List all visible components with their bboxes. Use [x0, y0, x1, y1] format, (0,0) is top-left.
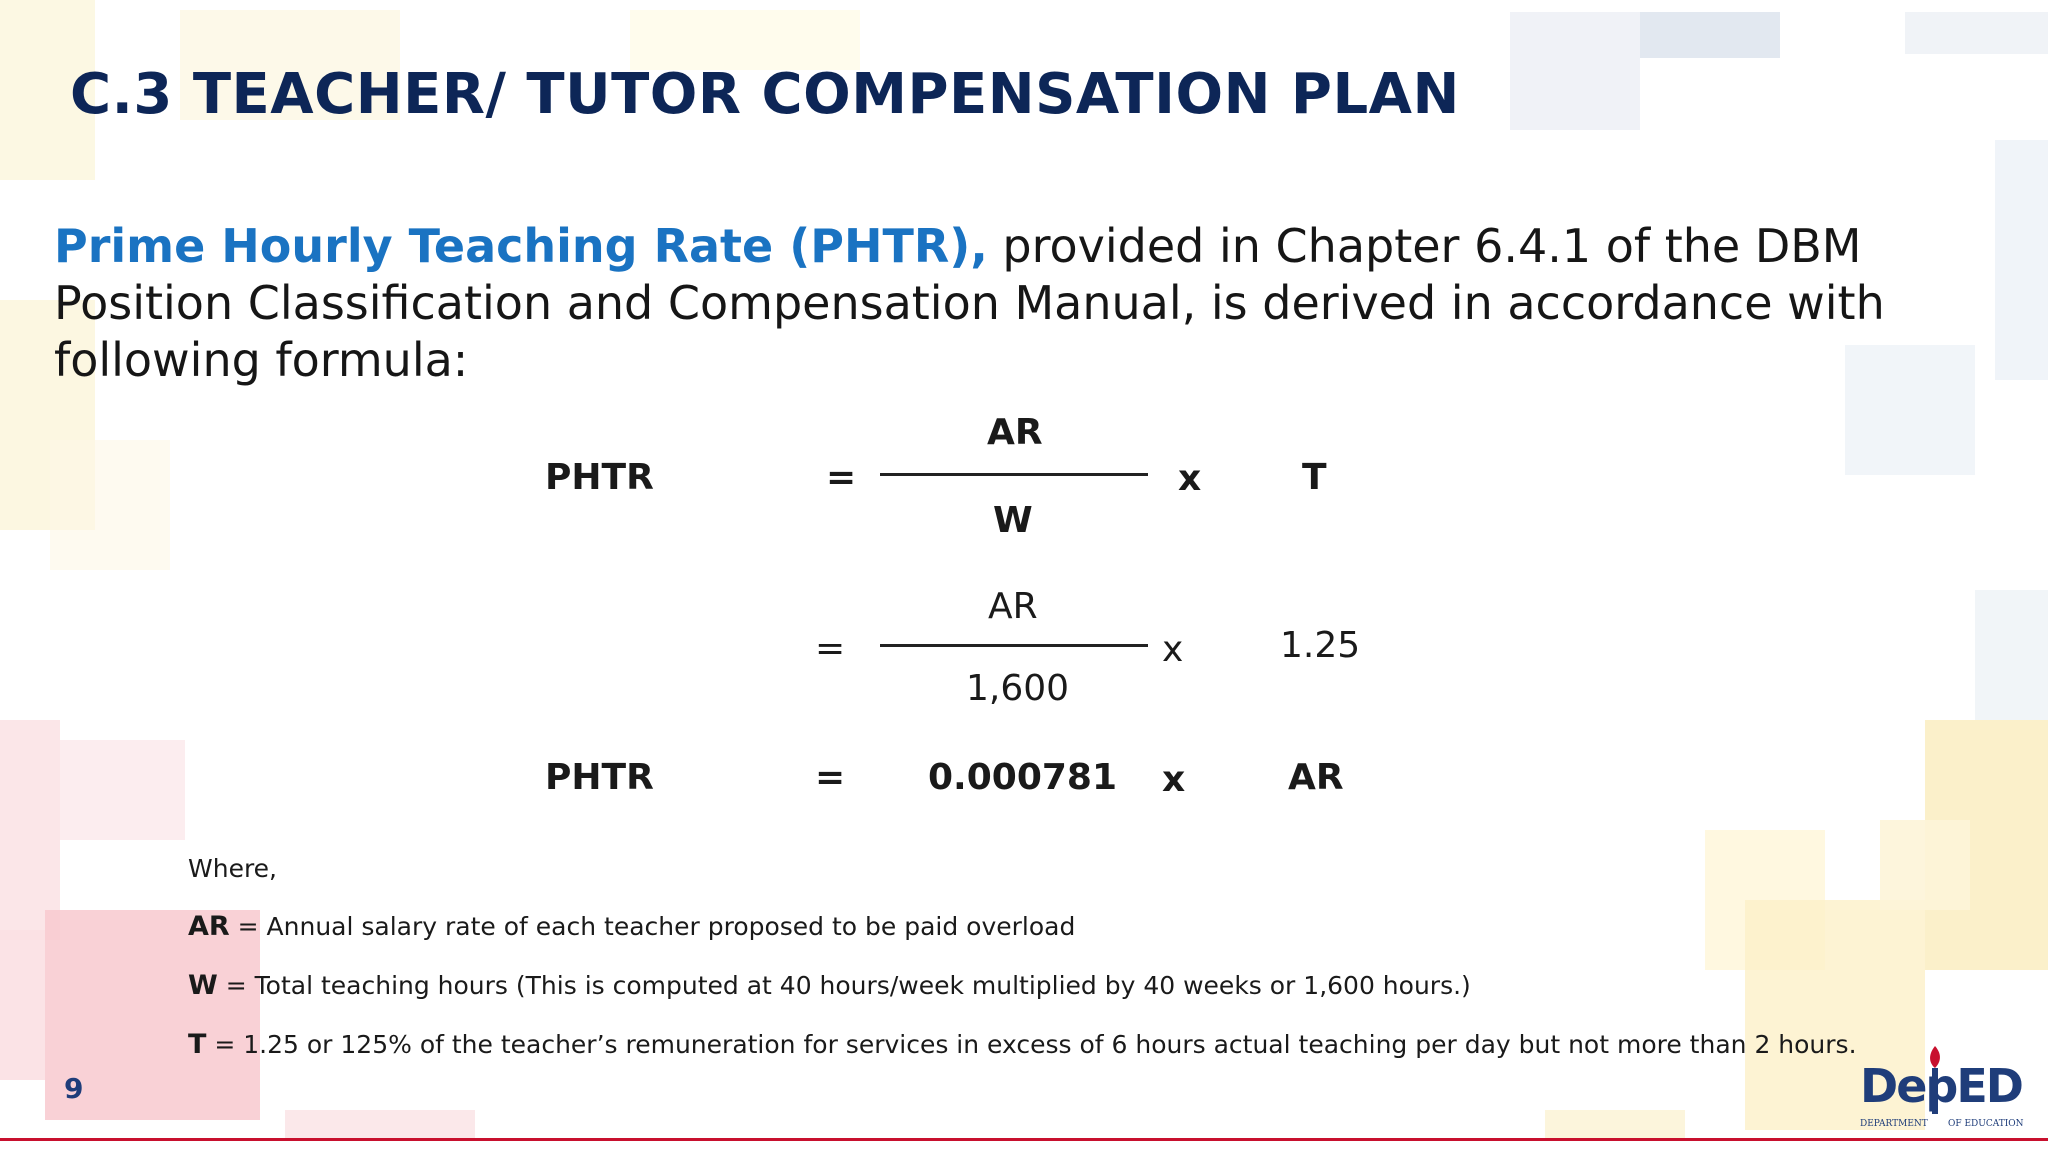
- intro-text: provided in Chapter 6.4.1 of the DBM Position Classification and Compensation Manual, is derived in accordance with following formula:: [54, 219, 1885, 387]
- definition-ar: [188, 911, 1075, 942]
- logo-subtitle-left: DEPARTMENT: [1860, 1119, 1928, 1129]
- definition-t: [188, 1029, 1857, 1060]
- formula-row1-equals: =: [826, 457, 857, 498]
- where-label: Where,: [188, 854, 278, 883]
- formula-row3-value: 0.000781: [928, 757, 1118, 798]
- formula-row2-denominator: 1,600: [966, 668, 1070, 709]
- footer-rule: [0, 1138, 2048, 1141]
- definition-w: [188, 970, 1471, 1001]
- formula-row2-equals: =: [815, 628, 846, 669]
- formula-row1-denominator: W: [993, 500, 1033, 541]
- formula-row1-factor: T: [1302, 457, 1327, 498]
- formula-row3-equals: =: [815, 757, 846, 798]
- fraction-bar-2: [880, 644, 1148, 647]
- definition-ar-term: AR: [188, 911, 230, 942]
- formula-row1-times: x: [1178, 458, 1202, 499]
- definition-t-term: T: [188, 1029, 207, 1060]
- formula-row3-times: x: [1162, 759, 1186, 800]
- fraction-bar-1: [880, 473, 1148, 476]
- intro-highlight: Prime Hourly Teaching Rate (PHTR),: [54, 219, 988, 273]
- definition-w-term: W: [188, 970, 218, 1001]
- intro-paragraph: [54, 218, 2014, 389]
- logo-subtitle-right: OF EDUCATION: [1948, 1119, 2024, 1129]
- formula-row1-lhs: PHTR: [545, 457, 654, 498]
- page-title: C.3 TEACHER/ TUTOR COMPENSATION PLAN: [70, 62, 1460, 127]
- definition-w-text: = Total teaching hours (This is computed at 40 hours/week multiplied by 40 weeks or 1,600 hours.): [217, 971, 1471, 1000]
- deped-logo: [1856, 1040, 2026, 1132]
- formula-row2-times: x: [1162, 629, 1184, 670]
- formula-row1-numerator: AR: [987, 412, 1043, 453]
- formula-row2-factor: 1.25: [1280, 625, 1361, 666]
- formula-row3-lhs: PHTR: [545, 757, 654, 798]
- definition-t-text: = 1.25 or 125% of the teacher’s remuneration for services in excess of 6 hours actual teaching per day but not more than 2 hours.: [206, 1030, 1857, 1059]
- page-number: 9: [64, 1072, 84, 1105]
- formula-row3-factor: AR: [1288, 757, 1344, 798]
- definition-ar-text: = Annual salary rate of each teacher proposed to be paid overload: [229, 912, 1076, 941]
- formula-row2-numerator: AR: [988, 586, 1038, 627]
- logo-wordmark: DepED: [1860, 1059, 2022, 1113]
